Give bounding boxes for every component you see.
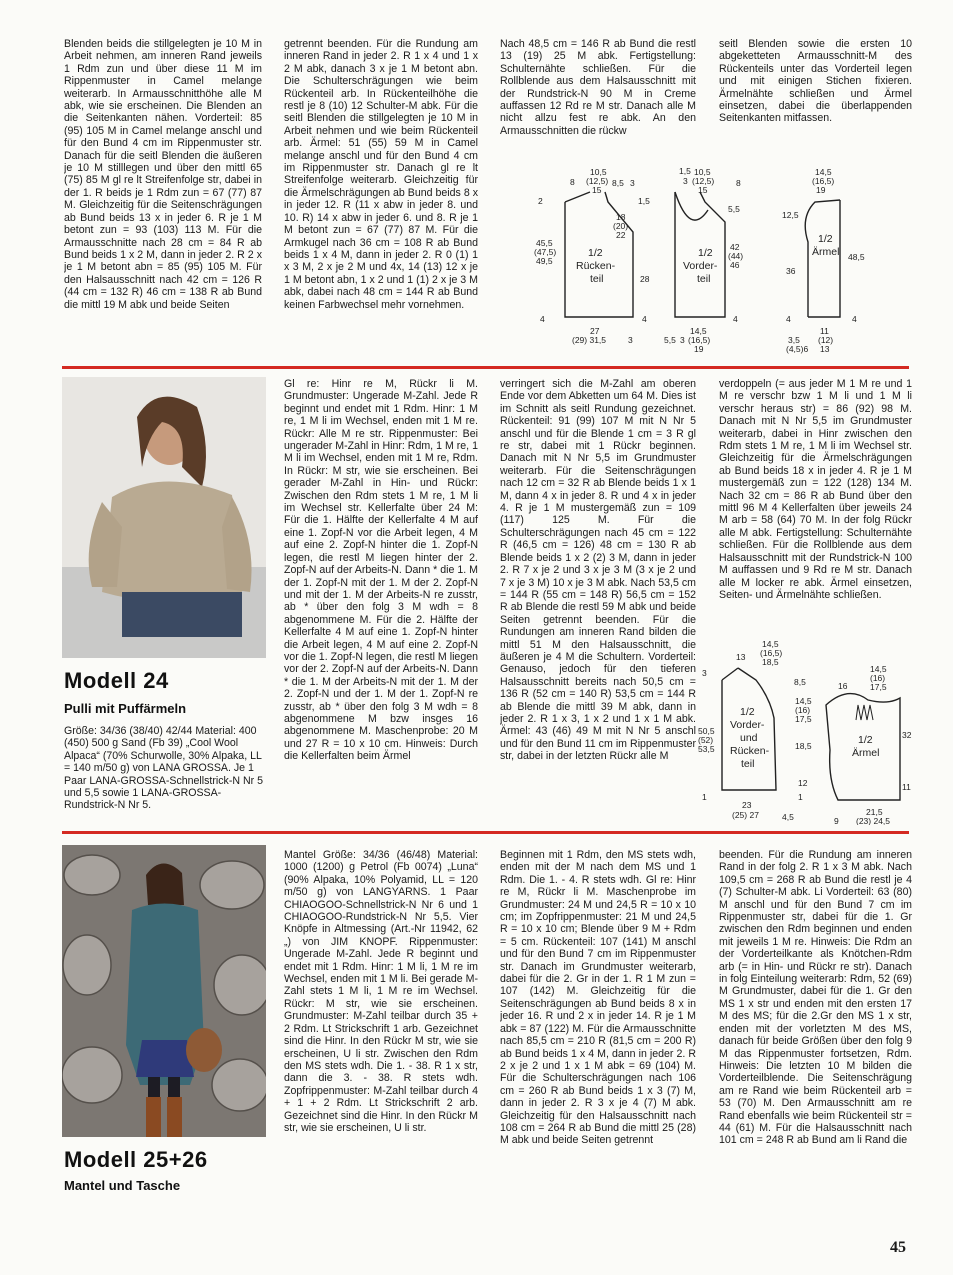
- d3-left-h2: (52): [698, 735, 714, 745]
- model-25-col-4: beenden. Für die Rundung am inneren Rand in der folg 2. R 1 x 3 M abk. Nach 109,5 cm = 268 R ab Bund die restl je 4 (7) Schulter-M abk. Li Vorderteil: 63 (80) M anschl und für den Bund 7 cm im Rippenmuster str, dabei für die 1. Gr zwischen den Rdm beginnen und enden mit jeweils 1 M re. Hinweis: Die Rdm an der Vorderteilkante als Knötchen-Rdm arb (= in Hin- und Rückr re str). Danach in folg Einteilung weiterarb: Rdm, 52 (69) M Grundmuster, dabei für die 1. Gr den MS 1 x str und enden mit den ersten 17 M des MS; für die 2.Gr den MS 1 x str, enden mit der vorletzten M des MS, danach für beide Größen über den folg 9 M das Rippenmuster fortsetzen, Rdm. Hinweis: Die letzten 10 M bilden die Vorderteilblende. Die Seitenschrägung am re Rand wie beim Rückenteil arb = 53 (70) M. Den Armausschnitt am re Rand ebenfalls wie beim Rückenteil str = 44 (61) M. Für die Halsausschnitt nach 101 cm = 248 R ab Bund am li Rand die: [719, 849, 912, 1147]
- schematic-sleeve-bottom: [818, 660, 913, 825]
- d1-f-h3: 46: [730, 260, 740, 270]
- d1-rib: 4: [540, 314, 545, 324]
- d3-label2: Vorder-: [730, 719, 765, 731]
- d3-label: 1/2: [740, 706, 755, 718]
- d3-top2: (16,5): [760, 648, 783, 658]
- d1-bottom-w2: (29) 31,5: [572, 335, 607, 345]
- d1-front-label: 1/2: [698, 247, 713, 259]
- d1-front-label2: Vorder-: [683, 260, 718, 272]
- d3-bottom: 23: [742, 800, 752, 810]
- model-24-title: Modell 24: [64, 668, 169, 693]
- model-25-col-3: Beginnen mit 1 Rdm, den MS stets wdh, enden mit der M nach dem MS und 1 Rdm. Die 1. - 4. R stets wdh. Gl re: Hinr re M, Rückr li M. Maschenprobe im Grundmuster: 24 M und 24,5 R = 10 x 10 cm; im Zopfrippenmuster: 21 M und 24,5 R = 10 x 10 cm; Blende über 9 M + Rdm = 5 cm. Rückenteil: 107 (141) M anschl und für den Bund 7 cm im Rippenmuster str. Danach im Grundmuster weiterarb, dabei für die 2. Gr in der 1. R 1 M zun = 107 (142) M. Gleichzeitig für die Seitenschrägungen ab Bund beids 8 x in jeder 16. R und 2 x in jeder 14. R je 1 M abk = 87 (122) M. Für die Armausschnitte nach 85,5 cm = 210 R (81,5 cm = 200 R) ab Bund beids 1 x 4 M, dann in jeder 2. R 2 x je 2 und 1 x 1 M abk = 69 (104) M. Für die Schulterschrägungen nach 106 cm = 260 R ab Bund beids 1 x 3 (7) M, dann in jeder 2. R 3 x je 4 (7) M abk. Gleichzeitig für den Halsausschnitt nach 108 cm = 264 R ab Bund die mittl 25 (28) M abk und beide Seiten getrennt: [500, 849, 696, 1147]
- d2-label: 1/2: [818, 233, 833, 245]
- d2-top2: (16,5): [812, 176, 835, 186]
- d1-neck-h3: 22: [616, 230, 626, 240]
- d1-rib-2: 4: [642, 314, 647, 324]
- page-number: 45: [890, 1239, 906, 1256]
- top-col-3: Nach 48,5 cm = 146 R ab Bund die restl 13 (19) 25 M abk. Fertigstellung: Schulternähte schließen. Für die Rollblende aus dem Halsausschnitt mit der Rundstrick-N 90 M in Creme auffassen 12 Rd re M str. Danach alle M nicht allzu fest re abk. An den Armausschnitten die rückw: [500, 38, 696, 137]
- d2-left-h: 12,5: [782, 210, 799, 220]
- model-24-photo: [62, 377, 266, 658]
- d1-side-h: 28: [640, 274, 650, 284]
- d2-bsmall2: (4,5)6: [786, 344, 809, 354]
- d4-top2: (16): [870, 673, 886, 683]
- d3-mid-h: 18,5: [795, 741, 812, 751]
- d1-left-h2: (47,5): [534, 247, 557, 257]
- d3-r-small: 8,5: [794, 677, 806, 687]
- d1-bottom-small: 3: [628, 335, 633, 345]
- schematic-body: [698, 638, 818, 823]
- model-24-col-3: verringert sich die M-Zahl am oberen Ende vor dem Abketten um 64 M. Dies ist im Schnitt als seitl Rundung gezeichnet. Rückenteil: 91 (99) 107 M mit N Nr 5 anschl und für die Blende 1 cm = 3 R gl re str, dabei mit 1 Rückr beginnen. Danach mit N Nr 5,5 im Grundmuster weiterarb. Für die Seitenschrägungen nach 12 cm = 32 R ab Blende beids 1 x 1 M, dann 4 x in jeder 8. R und 4 x in jeder 4. R je 1 M mustergemäß zun = 109 (117) 125 M. Für die Schulterschrägungen nach 45 cm = 122 R (46,5 cm = 126) 48 cm = 130 R ab Blende beids 1 x 2 (2) 3 M, dann in jeder 2. R 7 x je 2 und 3 x je 3 M (3 x je 2 und 7 x je 3 M) 10 x je 3 M abk. Nach 53,5 cm = 144 R (55 cm = 148 R) 56,5 cm = 152 R ab Blende die restl 59 M abk und beide Seiten getrennt beenden. Für die Rundungen am inneren Rand bilden die mittl 51 M den Halsausschnitt, die äußeren je 4 M die Schultern. Vorderteil: Genauso, jedoch für den tieferen Halsausschnitt bereits nach 50,5 cm = 136 R (52 cm = 140 R) 53,5 cm = 144 R ab Blende die mittl 39 M abk, dann in jeder 2. R 1 x 3, 1 x 2 und 1 x 1 M abk. Ärmel: 43 (46) 49 M mit N Nr 5 anschl und für den Bund 11 cm im Rippenmuster str, dabei in der letzten Rückr alle M: [500, 378, 696, 763]
- d1-f-right-small: 8: [736, 178, 741, 188]
- d1-mid-small2: 3: [630, 178, 635, 188]
- schematic-sleeve-top: [770, 162, 890, 360]
- d2-h: 36: [786, 266, 796, 276]
- d1-f-top-w2: (12,5): [692, 176, 715, 186]
- model-25-subtitle: Mantel und Tasche: [64, 1178, 181, 1193]
- d3-left-h: 50,5: [698, 726, 715, 736]
- d3-bottom-small: 1: [702, 792, 707, 802]
- section-divider-2: [62, 831, 909, 834]
- model-25-photo: [62, 845, 266, 1137]
- d1-top-left: 2: [538, 196, 543, 206]
- model-24-col-2: Gl re: Hinr re M, Rückr li M. Grundmuster: Ungerade M-Zahl. Jede R beginnt und endet mit 1 Rdm. Hinr: 1 M re, 1 M li im Wechsel, enden mit 1 M re. Rückr: Alle M re str. Rippenmuster: Bei ungerader M-Zahl in Hinr: Rdm, 1 M re, 1 M li im Wechsel, enden mit 1 M re, Rdm. In Rückr: M str, wie sie erscheinen. Bei gerader M-Zahl in Hin- und Rückr: Zwischen den Rdm stets 1 M re, 1 M li im Wechsel str. Kellerfalte über 24 M: Für die 1. Hälfte der Kellerfalte 4 M auf eine 1. Zopf-N vor die Arbeit legen, 4 M auf eine 2. Zopf-N hinter die 1. Zopf-N legen, die restl M liegen hinter der 2. Zopf-N auf der Arbeits-N. Dann * die 1. M der 1. Zopf-N mit der 1. M der 2. Zopf-N und mit der 1. M der Arbeits-N re zusstr, ab * über den folg 3 M wdh = 8 abgenommene M. Für die 2. Hälfte der Kellerfalte 4 M auf eine 1. Zopf-N hinter die Arbeit legen, 4 M auf eine 2. Zopf-N vor die 1. Zopf-N legen, die restl M liegen vor der 2. Zopf-N auf der Arbeits-N. Dann * die 1. M der Arbeits-N mit der 1. M der 2. Zopf-N und der 1. M der 1. Zopf-N re zusstr, ab * über den folg 3 M wdh = 8 abgenommene M bzw insges 16 abgenommene M. Maschenprobe: 20 M und 27 R = 10 x 10 cm. Hinweis: Durch die Kellerfalten beim Ärmel: [284, 378, 478, 763]
- d1-f-top-w: 10,5: [694, 167, 711, 177]
- top-col-4: seitl Blenden sowie die ersten 10 abgeketteten Armausschnitt-M des Rückenteils unter das Vorderteil legen und mit einigen Stichen fixieren. Ärmelnähte schließen und Ärmel einsetzen, dabei die überlappenden Seitenkanten mitfassen.: [719, 38, 912, 125]
- d1-top-w3: 15: [592, 185, 602, 195]
- model-24-info: Größe: 34/36 (38/40) 42/44 Material: 400 (450) 500 g Sand (Fb 39) „Cool Wool Alpaca“ (70% Schurwolle, 30% Alpaka, LL = 140 m/50 g) von LANA GROSSA. Je 1 Paar LANA-GROSSA-Schnellstrick-N Nr 5 und 5,5 sowie 1 LANA-GROSSA-Rundstrick-N Nr 5.: [64, 725, 263, 812]
- d3-low: 12: [798, 778, 808, 788]
- d1-f-right-h: 5,5: [728, 204, 740, 214]
- d2-bottom3: 13: [820, 344, 830, 354]
- d1-back-label2: Rücken-: [576, 260, 616, 272]
- d4-top: 14,5: [870, 664, 887, 674]
- d3-label4: Rücken-: [730, 745, 770, 757]
- d3-top: 14,5: [762, 639, 779, 649]
- d1-f-bottom-small: 5,5: [664, 335, 676, 345]
- d3-label5: teil: [741, 758, 755, 770]
- d4-bottom2: (23) 24,5: [856, 816, 891, 825]
- d1-neck-h2: (20): [613, 221, 629, 231]
- d3-left-h3: 53,5: [698, 744, 715, 754]
- d1-back-label: 1/2: [588, 247, 603, 259]
- d1-f-top-small2: 3: [683, 176, 688, 186]
- d3-top-left: 3: [702, 668, 707, 678]
- d2-rib-2: 4: [852, 314, 857, 324]
- d3-bottom2: (25) 27: [732, 810, 759, 820]
- d1-f-h2: (44): [728, 251, 744, 261]
- d1-mid-small: 8,5: [612, 178, 624, 188]
- schematic-back-front: [530, 162, 755, 360]
- d3-top3: 18,5: [762, 657, 779, 667]
- d3-r-h3: 17,5: [795, 714, 812, 724]
- d1-neck-h: 18: [616, 212, 626, 222]
- d2-rib: 4: [786, 314, 791, 324]
- d4-right-h: 32: [902, 730, 912, 740]
- d2-bsmall: 3,5: [788, 335, 800, 345]
- d4-top3: 17,5: [870, 682, 887, 692]
- d1-rib-3: 4: [733, 314, 738, 324]
- d1-left-small: 8: [570, 177, 575, 187]
- d3-r-h: 14,5: [795, 696, 812, 706]
- d2-bottom2: (12): [818, 335, 834, 345]
- d1-f-h: 42: [730, 242, 740, 252]
- model-25-col-2: Mantel Größe: 34/36 (46/48) Material: 1000 (1200) g Petrol (Fb 0074) „Luna“ (90% Alpaka, 10% Polyamid, LL = 120 m/50 g) von LANGYARNS. 1 Paar CHIAOGOO-Schnellstrick-N Nr 6 und 1 CHIAOGOO-Rundstrick-N Nr 5,5. Vier Knöpfe in Altmessing (Art.-Nr 11942, 62 „) von JIM KNOPF. Rippenmuster: Ungerade M-Zahl. Jede R beginnt und endet mit 1 Rdm. Hinr: 1 M li, 1 M re im Wechsel, enden mit 1 M li. Bei gerade M-Zahl stets 1 M li, 1 M re im Wechsel. Rückr: M str, wie sie erscheinen. Grundmuster: M-Zahl teilbar durch 35 + 2 Rdm. Lt Strickschrift 1 arb. Gezeichnet sind die Hinr. In den Rückr M str, wie sie erscheinen, U li str. Zwischen den Rdm den MS stets wdh. Die 1. - 38. R 1 x str, dann die 3. - 38. R stets wdh. Zopfrippenmuster: M-Zahl teilbar durch 4 + 1 + 2 Rdm. Lt Strickschrift 2 arb. Gezeichnet sind die Hinr. In den Rückr M str, wie sie erscheinen, U li str.: [284, 849, 478, 1134]
- d1-f-bottom: 14,5: [690, 326, 707, 336]
- d2-right-h: 48,5: [848, 252, 865, 262]
- d3-bottom-small-2: 1: [798, 792, 803, 802]
- d2-top3: 19: [816, 185, 826, 195]
- d1-left-h3: 49,5: [536, 256, 553, 266]
- d3-label3: und: [740, 732, 758, 744]
- d3-bottom3: 4,5: [782, 812, 794, 822]
- d1-f-bottom3: 19: [694, 344, 704, 354]
- d4-bottom-small: 9: [834, 816, 839, 825]
- d2-bottom: 11: [820, 326, 829, 336]
- d1-f-top-small: 1,5: [679, 166, 691, 176]
- model-24-subtitle: Pulli mit Puffärmeln: [64, 701, 187, 716]
- model-24-col-4: verdoppeln (= aus jeder M 1 M re und 1 M re verschr bzw 1 M li und 1 M li verschr heraus str) = 86 (92) 98 M. Danach mit N Nr 5,5 im Grundmuster weiterarb, dabei in Hinr zwischen den Rdm stets 1 M re, 1 M li im Wechsel str. Gleichzeitig für die Ärmelschrägungen ab Bund beids 18 x in jeder 4. R je 1 M mustergemäß zun = 122 (128) 134 M. Nach 32 cm = 86 R ab Bund über den mittl 96 M 4 Kellerfalten über jeweils 24 M arb = 58 (64) 70 M. In der folg Rückr alle M abk. Fertigstellung: Schulternähte schließen. Für die Rollblende aus dem Halsausschnitt mit der Rundstrick-N 100 M auffassen und 9 Rd re M str. Danach alle M locker re abk. Ärmel einsetzen, Seiten- und Ärmelnähte schließen.: [719, 378, 912, 601]
- d1-front-label3: teil: [697, 273, 711, 285]
- d1-f-bottom-small2: 3: [680, 335, 685, 345]
- d4-left-small: 16: [838, 681, 848, 691]
- d4-bottom: 21,5: [866, 807, 883, 817]
- d2-top: 14,5: [815, 167, 832, 177]
- d1-left-h: 45,5: [536, 238, 553, 248]
- d1-bottom-w: 27: [590, 326, 600, 336]
- d4-label: 1/2: [858, 734, 873, 746]
- section-divider-1: [62, 366, 909, 369]
- d2-label2: Ärmel: [812, 246, 840, 258]
- d3-left-small: 13: [736, 652, 746, 662]
- d1-f-top-w3: 15: [698, 185, 708, 195]
- d1-top-w2: (12,5): [586, 176, 609, 186]
- model-25-title: Modell 25+26: [64, 1147, 208, 1172]
- d1-f-bottom2: (16,5): [688, 335, 711, 345]
- top-col-1: Blenden beids die stillgelegten je 10 M in Arbeit nehmen, am inneren Rand jeweils 1 Rdm zun und über diese 11 M im Rippenmuster in Camel melange weiterarb. In Armausschnitthöhe alle M abk, wie sie erscheinen. Die Blenden an die Seitenkanten nähen. Vorderteil: 85 (95) 105 M in Camel melange anschl und für den Bund 4 cm im Rippenmuster str. Danach für die seitl Blenden die äußeren je 10 M stilllegen und über den mittl 65 (75) 85 M gl re lt Streifenfolge str, dabei in der 1. R beids je 1 Rdm zun = 67 (77) 87 M. Gleichzeitig für die Seitenschrägungen ab Bund beids 13 x in jeder 6. R je 1 M betont zun = 93 (103) 113 M. Für die Armausschnitte nach 28 cm = 84 R ab Bund beids 1 x 2 M, dann in jeder 2. R 2 x je 1 M betont abn = 85 (95) 105 M. Für den Halsausschnitt nach 42 cm = 126 R (44 cm = 132 R) 46 cm = 138 R ab Bund die mittl 19 M abk und beide Seiten: [64, 38, 262, 311]
- d1-neck-d: 1,5: [638, 196, 650, 206]
- d1-top-w: 10,5: [590, 167, 607, 177]
- top-col-2: getrennt beenden. Für die Rundung am inneren Rand in jeder 2. R 1 x 4 und 1 x 2 M abk, danach 3 x je 1 M betont abn. Die Schulterschrägungen wie beim Rückenteil arb. In Rückenteilhöhe die restl je 8 (10) 12 Schulter-M abk. Für die seitl Blenden die stillgelegten je 10 M in Arbeit nehmen und wie beim Rückenteil arb. Ärmel: 51 (55) 59 M in Camel melange anschl und für den Bund 4 cm im Rippenmuster str. Danach gl re lt Streifenfolge weiterarb. Gleichzeitig für die Ärmelschrägungen ab Bund beids 8 x in jeder 12. R (11 x abw in jeder 8. und 10. R) 14 x abw in jeder 6. und 8. R je 1 M betont zun = 67 (77) 87 M. Für die Armkugel nach 36 cm = 108 R ab Bund beids 1 x 4 M, dann in jeder 2. R 0 (1) 1 x 3 M, 2 x je 2 M und 4x, 14 (13) 12 x je 1 M betont abn, 1 x 2 und 1 (1) 2 x je 3 M abk, dabei nach 48 cm = 144 R ab Bund keinen Farbwechsel mehr vornehmen.: [284, 38, 478, 311]
- d4-label2: Ärmel: [852, 747, 880, 759]
- d3-r-h2: (16): [795, 705, 811, 715]
- d4-right-low: 11: [902, 782, 911, 792]
- d1-back-label3: teil: [590, 273, 604, 285]
